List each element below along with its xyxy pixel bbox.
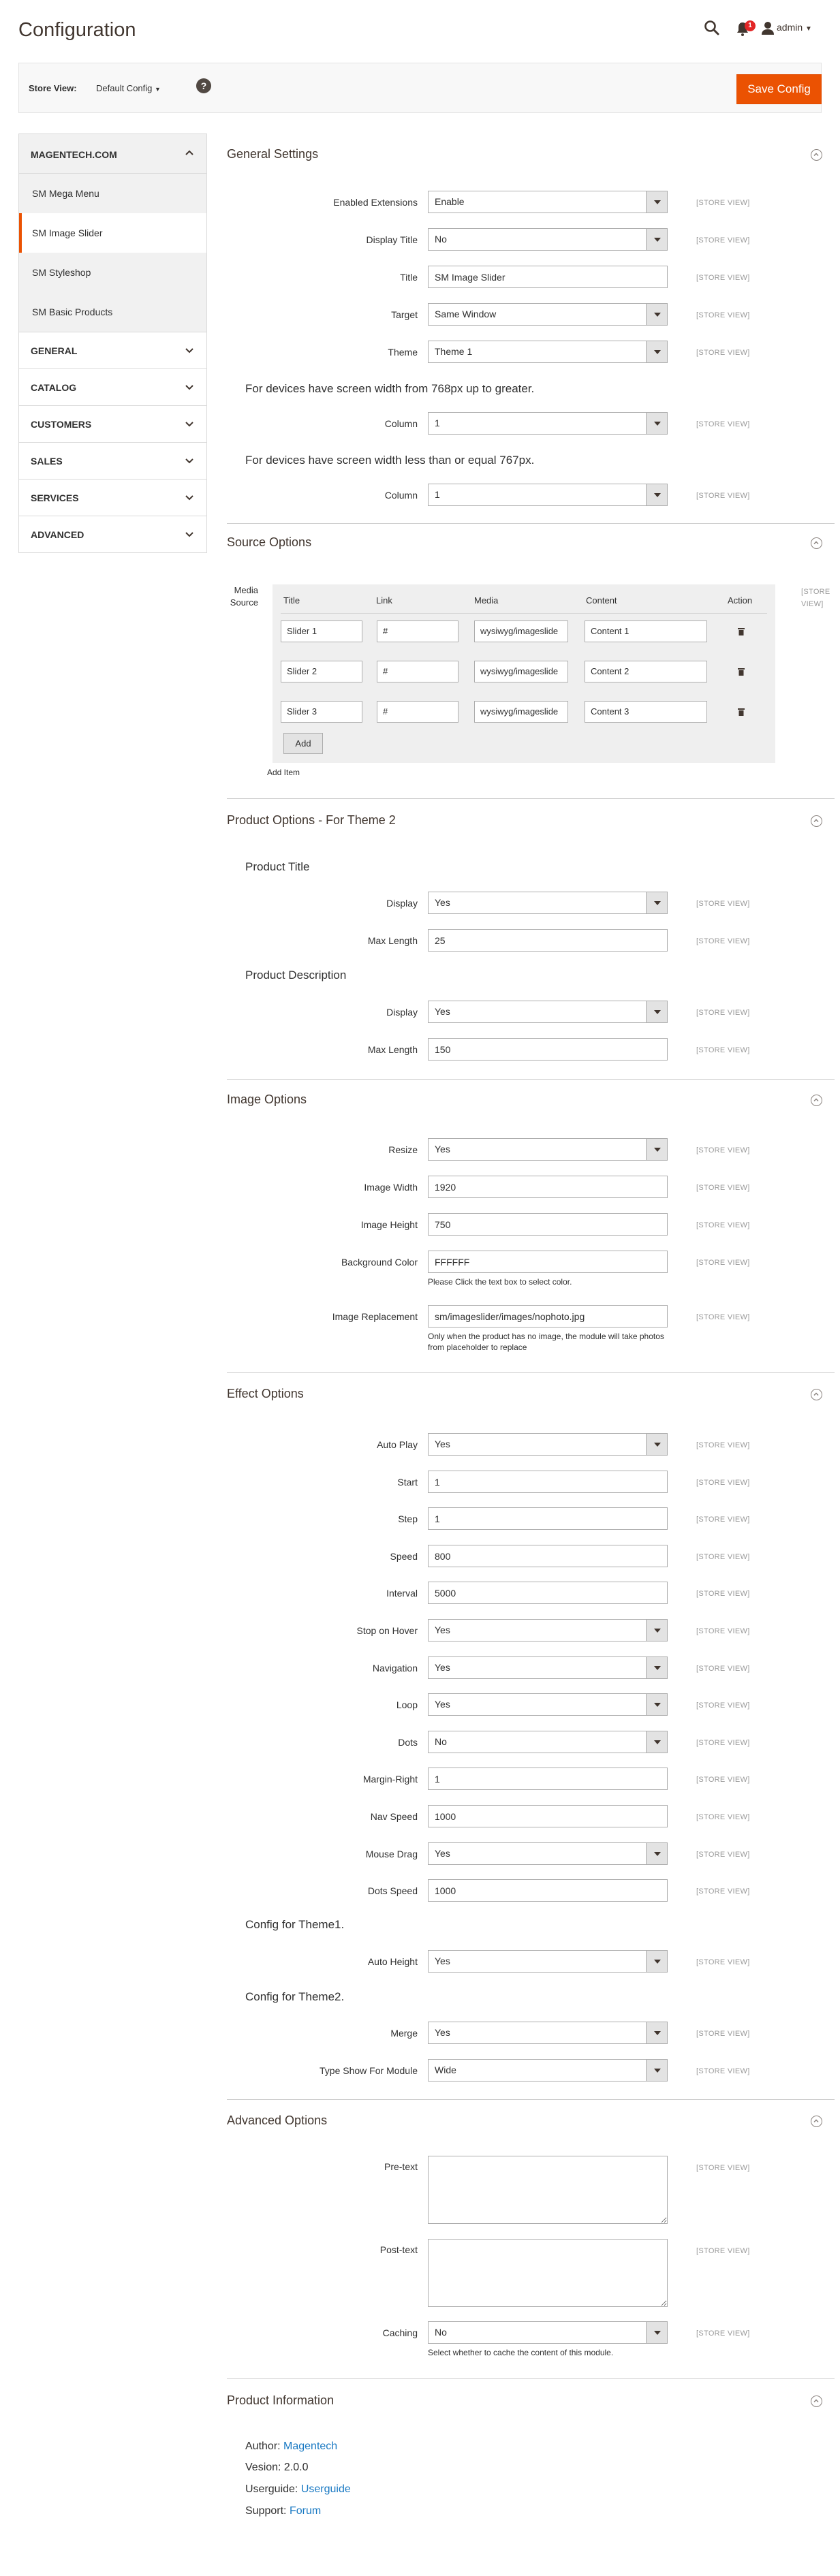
sidebar-item-styleshop[interactable]: SM Styleshop (19, 253, 206, 292)
max-length-label: Max Length (367, 1044, 418, 1055)
scope-label: [STORE VIEW] (696, 349, 750, 357)
select-arrow-icon (646, 2022, 667, 2043)
chevron-down-icon (185, 456, 194, 466)
support-link[interactable]: Forum (289, 2505, 322, 2517)
chevron-down-icon (185, 530, 194, 539)
general-settings-title[interactable]: General Settings (227, 147, 319, 161)
select-arrow-icon (646, 1620, 667, 1641)
user-icon (762, 21, 774, 35)
select-arrow-icon (646, 1951, 667, 1972)
store-view-dropdown[interactable] (96, 83, 161, 93)
product-title-heading: Product Title (245, 860, 310, 873)
column-desktop-select[interactable] (428, 412, 668, 435)
row-title-input[interactable]: Slider 3 (281, 701, 362, 723)
scope-label: [STORE VIEW] (696, 1146, 750, 1155)
sidebar-item-mega-menu[interactable]: SM Mega Menu (19, 174, 206, 213)
speed-label: Speed (390, 1551, 418, 1562)
nav-speed-input[interactable] (428, 1805, 668, 1827)
help-icon[interactable]: ? (196, 78, 211, 93)
scope-label: [STORE VIEW] (696, 2030, 750, 2038)
pre-text-textarea[interactable] (428, 2156, 668, 2224)
select-arrow-icon (646, 1657, 667, 1678)
row-link-input[interactable]: # (377, 621, 458, 642)
chevron-down-icon (185, 383, 194, 392)
auto-height-select[interactable] (428, 1950, 668, 1973)
mouse-drag-label: Mouse Drag (365, 1849, 418, 1859)
dots-label: Dots (398, 1737, 418, 1748)
start-label: Start (397, 1477, 418, 1488)
admin-username: admin (777, 22, 803, 33)
scope-label: [STORE VIEW] (696, 420, 750, 428)
enabled-extensions-label: Enabled Extensions (333, 197, 418, 208)
select-arrow-icon (646, 1139, 667, 1160)
select-value: Enable (435, 196, 465, 207)
chevron-down-icon (185, 493, 194, 503)
effect-options-title[interactable]: Effect Options (227, 1387, 304, 1400)
scope-label: [STORE VIEW] (696, 1958, 750, 1966)
type-show-select[interactable] (428, 2059, 668, 2082)
page-title: Configuration (18, 19, 136, 41)
select-value: Yes (435, 1439, 450, 1449)
sidebar-section-label: SALES (31, 456, 63, 467)
title-label: Title (400, 272, 418, 283)
save-config-button[interactable]: Save Config (736, 74, 822, 104)
background-color-label: Background Color (341, 1257, 418, 1268)
add-item-label: Add Item (267, 768, 300, 777)
scope-label: [STORE VIEW] (696, 2067, 750, 2075)
author-label: Author: (245, 2440, 284, 2452)
sidebar-section-general[interactable] (19, 332, 206, 368)
theme-label: Theme (388, 347, 418, 358)
scope-label: [STORE VIEW] (696, 1184, 750, 1192)
sidebar-section-label: SERVICES (31, 492, 79, 503)
dots-speed-label: Dots Speed (367, 1885, 418, 1896)
scope-label: [STORE VIEW] (696, 1590, 750, 1598)
scope-label: [STORE VIEW] (696, 1046, 750, 1054)
scope-label: [STORE VIEW] (696, 199, 750, 207)
select-arrow-icon (646, 1731, 667, 1753)
sidebar-group-label: MAGENTECH.COM (31, 149, 117, 160)
notification-count-badge: 1 (745, 20, 756, 31)
stop-on-hover-select[interactable] (428, 1619, 668, 1642)
scope-label: [STORE VIEW] (696, 1851, 750, 1859)
col-header-title: Title (283, 595, 300, 606)
sidebar-group-magentech[interactable] (19, 134, 206, 174)
sidebar-section-label: CUSTOMERS (31, 419, 92, 430)
loop-label: Loop (396, 1699, 418, 1710)
store-switcher-bar (18, 63, 822, 113)
config-theme2-heading: Config for Theme2. (245, 1990, 345, 2003)
scope-label: [STORE VIEW] (696, 236, 750, 245)
scope-label: [STORE VIEW] (696, 2164, 750, 2172)
store-view-value: Default Config (96, 83, 153, 93)
select-arrow-icon (646, 191, 667, 213)
scope-label: [STORE VIEW] (696, 1701, 750, 1710)
collapse-icon[interactable] (811, 815, 822, 827)
collapse-icon[interactable] (811, 2116, 822, 2127)
type-show-label: Type Show For Module (320, 2065, 418, 2076)
nav-speed-label: Nav Speed (370, 1811, 418, 1822)
select-arrow-icon (646, 2060, 667, 2081)
display-title-label: Display Title (366, 234, 418, 245)
margin-right-input[interactable] (428, 1768, 668, 1790)
image-width-label: Image Width (364, 1182, 418, 1193)
row-content-input[interactable]: Content 3 (585, 701, 707, 723)
scope-label (801, 586, 830, 610)
select-value: Yes (435, 1848, 450, 1859)
scope-label: [STORE VIEW] (696, 311, 750, 319)
config-theme1-heading: Config for Theme1. (245, 1918, 345, 1931)
caret-down-icon: ▼ (805, 25, 812, 33)
title-max-length-input[interactable] (428, 929, 668, 952)
trash-icon[interactable] (738, 667, 745, 676)
collapse-icon[interactable] (811, 1095, 822, 1106)
author-line (245, 2440, 337, 2453)
scope-label: [STORE VIEW] (696, 1553, 750, 1561)
title-display-select[interactable] (428, 892, 668, 914)
row-media-input[interactable]: wysiwyg/imageslide (474, 621, 568, 642)
scope-label: [STORE VIEW] (696, 1441, 750, 1449)
scope-label: [STORE VIEW] (696, 1776, 750, 1784)
sidebar-section-label: ADVANCED (31, 529, 84, 540)
scope-label: [STORE VIEW] (696, 2247, 750, 2255)
userguide-line (245, 2483, 351, 2496)
userguide-link[interactable]: Userguide (300, 2483, 351, 2495)
row-link-input[interactable]: # (377, 661, 458, 682)
section-divider (227, 798, 835, 799)
scope-label: [STORE VIEW] (696, 1479, 750, 1487)
chevron-up-icon (185, 148, 194, 157)
select-arrow-icon (646, 341, 667, 362)
scope-label: [STORE VIEW] (696, 1515, 750, 1524)
auto-play-select[interactable] (428, 1433, 668, 1456)
select-arrow-icon (646, 413, 667, 434)
select-arrow-icon (646, 1843, 667, 1864)
navigation-label: Navigation (372, 1663, 418, 1674)
support-line (245, 2505, 321, 2517)
image-replacement-label: Image Replacement (332, 1311, 418, 1322)
desc-display-select[interactable] (428, 1001, 668, 1023)
sidebar-section-customers[interactable] (19, 405, 206, 442)
collapse-icon[interactable] (811, 1389, 822, 1400)
scope-line-2: VIEW] (801, 600, 824, 608)
background-color-note: Please Click the text box to select color. (428, 1277, 572, 1287)
col-header-link: Link (376, 595, 392, 606)
step-input[interactable] (428, 1507, 668, 1530)
row-content-input[interactable]: Content 2 (585, 661, 707, 682)
scope-label: [STORE VIEW] (696, 1665, 750, 1673)
interval-label: Interval (386, 1588, 418, 1599)
start-input[interactable] (428, 1471, 668, 1493)
display-label: Display (386, 1007, 418, 1018)
scope-label: [STORE VIEW] (696, 1009, 750, 1017)
select-value: Yes (435, 2027, 450, 2038)
scope-label: [STORE VIEW] (696, 2329, 750, 2338)
select-arrow-icon (646, 1434, 667, 1455)
select-value: No (435, 234, 447, 245)
grid-header-divider (281, 613, 767, 614)
sidebar-item-basic-products[interactable]: SM Basic Products (19, 292, 206, 332)
select-arrow-icon (646, 484, 667, 505)
column-mobile-select[interactable] (428, 484, 668, 506)
select-value: No (435, 1736, 447, 1747)
stop-on-hover-label: Stop on Hover (356, 1625, 418, 1636)
select-value: Yes (435, 897, 450, 908)
select-value: Yes (435, 1699, 450, 1710)
sidebar-section-services[interactable] (19, 479, 206, 516)
post-text-textarea[interactable] (428, 2239, 668, 2307)
auto-height-label: Auto Height (367, 1956, 418, 1967)
section-divider (227, 2099, 835, 2100)
scope-label: [STORE VIEW] (696, 900, 750, 908)
select-value: 1 (435, 489, 440, 500)
select-arrow-icon (646, 892, 667, 913)
scope-label: [STORE VIEW] (696, 1221, 750, 1229)
sidebar-section-label: CATALOG (31, 382, 77, 393)
scope-label: [STORE VIEW] (696, 1813, 750, 1821)
scope-label: [STORE VIEW] (696, 1259, 750, 1267)
desc-max-length-input[interactable] (428, 1038, 668, 1061)
loop-select[interactable] (428, 1693, 668, 1716)
collapse-icon[interactable] (811, 537, 822, 549)
section-divider (227, 523, 835, 524)
scope-label: [STORE VIEW] (696, 274, 750, 282)
select-value: Yes (435, 1144, 450, 1155)
row-content-input[interactable]: Content 1 (585, 621, 707, 642)
col-header-media: Media (474, 595, 499, 606)
column-label: Column (384, 418, 418, 429)
select-arrow-icon (646, 1001, 667, 1022)
row-title-input[interactable]: Slider 2 (281, 661, 362, 682)
image-replacement-note: Only when the product has no image, the module will take photos from placeholder to replace (428, 1332, 664, 1352)
section-divider (227, 2378, 835, 2379)
version-line: Vesion: 2.0.0 (245, 2462, 309, 2473)
chevron-down-icon (185, 420, 194, 429)
pre-text-label: Pre-text (384, 2161, 418, 2172)
post-text-label: Post-text (379, 2244, 418, 2255)
mouse-drag-select[interactable] (428, 1842, 668, 1865)
select-value: Yes (435, 1662, 450, 1673)
userguide-label: Userguide: (245, 2483, 301, 2495)
config-sidebar (18, 133, 207, 553)
search-icon[interactable] (703, 19, 721, 37)
dots-speed-input[interactable] (428, 1879, 668, 1902)
select-arrow-icon (646, 1694, 667, 1715)
mobile-column-heading: For devices have screen width less than or equal 767px. (245, 454, 535, 467)
sidebar-section-advanced[interactable] (19, 516, 206, 552)
product-options-title[interactable]: Product Options - For Theme 2 (227, 813, 396, 827)
col-header-content: Content (586, 595, 617, 606)
background-color-input[interactable] (428, 1251, 668, 1273)
sidebar-section-catalog[interactable] (19, 368, 206, 405)
caching-note: Select whether to cache the content of this module. (428, 2348, 614, 2357)
scope-line-1: [STORE (801, 588, 830, 596)
select-value: Same Window (435, 309, 497, 319)
select-value: No (435, 2327, 447, 2338)
desktop-column-heading: For devices have screen width from 768px up to greater. (245, 382, 535, 395)
section-divider (227, 1079, 835, 1080)
target-label: Target (391, 309, 418, 320)
max-length-label: Max Length (367, 935, 418, 946)
select-value: Wide (435, 2064, 456, 2075)
source-options-title[interactable]: Source Options (227, 535, 312, 549)
scope-label: [STORE VIEW] (696, 1313, 750, 1321)
auto-play-label: Auto Play (377, 1439, 418, 1450)
row-media-input[interactable]: wysiwyg/imageslide (474, 701, 568, 723)
product-description-heading: Product Description (245, 969, 347, 981)
select-value: Theme 1 (435, 346, 473, 357)
scope-label: [STORE VIEW] (696, 1887, 750, 1896)
theme-select[interactable] (428, 341, 668, 363)
row-title-input[interactable]: Slider 1 (281, 621, 362, 642)
row-media-input[interactable]: wysiwyg/imageslide (474, 661, 568, 682)
caching-label: Caching (382, 2327, 418, 2338)
dots-select[interactable] (428, 1731, 668, 1753)
select-arrow-icon (646, 229, 667, 250)
select-arrow-icon (646, 2322, 667, 2343)
step-label: Step (398, 1513, 418, 1524)
margin-right-label: Margin-Right (362, 1774, 418, 1785)
collapse-icon[interactable] (811, 2396, 822, 2407)
sidebar-item-image-slider[interactable]: SM Image Slider (19, 213, 206, 253)
product-information-title[interactable]: Product Information (227, 2393, 335, 2407)
display-label: Display (386, 898, 418, 909)
author-link[interactable]: Magentech (283, 2440, 338, 2452)
select-value: Yes (435, 1624, 450, 1635)
select-value: Yes (435, 1955, 450, 1966)
caching-select[interactable] (428, 2321, 668, 2344)
select-value: Yes (435, 1006, 450, 1017)
section-divider (227, 1372, 835, 1373)
image-height-input[interactable] (428, 1213, 668, 1236)
caret-down-icon: ▼ (155, 86, 161, 93)
target-select[interactable] (428, 303, 668, 326)
support-label: Support: (245, 2505, 290, 2517)
resize-label: Resize (388, 1144, 418, 1155)
media-source-grid (273, 584, 775, 763)
row-link-input[interactable]: # (377, 701, 458, 723)
scope-label: [STORE VIEW] (696, 1627, 750, 1635)
image-replacement-input[interactable] (428, 1305, 668, 1328)
scope-label: [STORE VIEW] (696, 937, 750, 945)
col-header-action: Action (728, 595, 753, 606)
add-row-button[interactable]: Add (283, 733, 323, 754)
navigation-select[interactable] (428, 1656, 668, 1679)
sidebar-section-sales[interactable] (19, 442, 206, 479)
store-view-label: Store View: (29, 83, 77, 93)
page-header (0, 0, 840, 61)
advanced-options-title[interactable]: Advanced Options (227, 2114, 328, 2127)
title-input[interactable] (428, 266, 668, 288)
merge-label: Merge (390, 2028, 418, 2039)
display-title-select[interactable] (428, 228, 668, 251)
scope-label: [STORE VIEW] (696, 1739, 750, 1747)
media-source-label: Media Source (230, 585, 258, 608)
collapse-icon[interactable] (811, 149, 822, 161)
admin-user-menu[interactable] (777, 22, 812, 33)
interval-input[interactable] (428, 1582, 668, 1604)
sidebar-section-label: GENERAL (31, 345, 78, 356)
chevron-down-icon (185, 346, 194, 356)
select-arrow-icon (646, 304, 667, 325)
select-value: 1 (435, 418, 440, 428)
trash-icon[interactable] (738, 627, 745, 635)
merge-select[interactable] (428, 2022, 668, 2044)
column-label: Column (384, 490, 418, 501)
image-options-title[interactable]: Image Options (227, 1093, 307, 1106)
image-height-label: Image Height (360, 1219, 418, 1230)
scope-label: [STORE VIEW] (696, 492, 750, 500)
enabled-extensions-select[interactable] (428, 191, 668, 213)
trash-icon[interactable] (738, 708, 745, 716)
image-width-input[interactable] (428, 1176, 668, 1198)
resize-select[interactable] (428, 1138, 668, 1161)
speed-input[interactable] (428, 1545, 668, 1567)
